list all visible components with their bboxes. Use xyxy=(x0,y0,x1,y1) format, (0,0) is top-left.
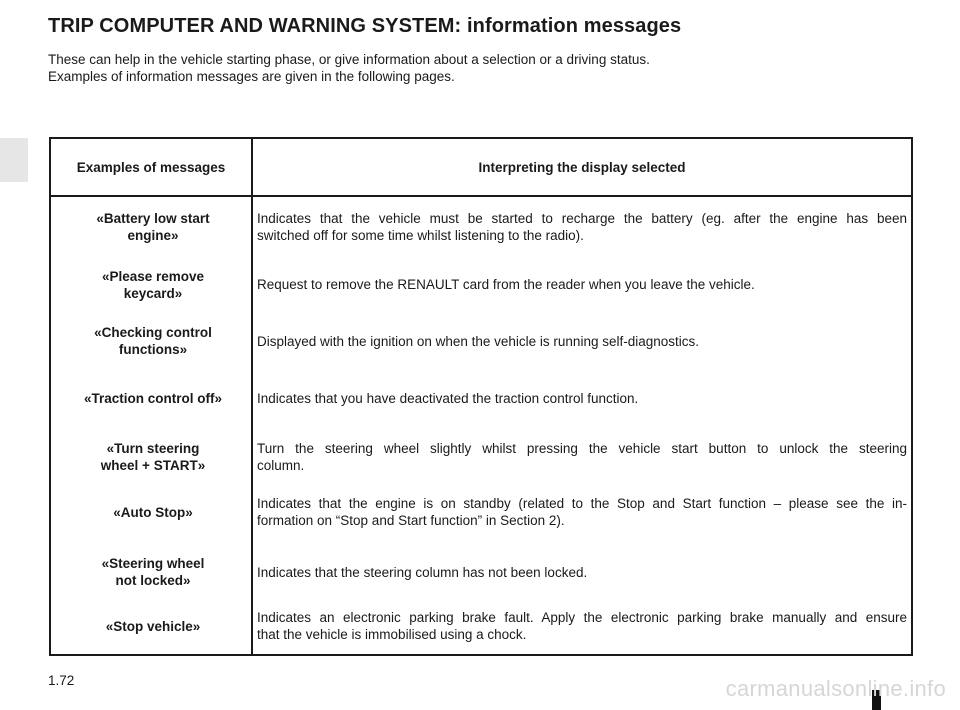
description-line: Displayed with the ignition on when the vehicle is running self-diagnostics. xyxy=(257,334,699,349)
description-cell xyxy=(257,333,907,350)
watermark-text: carmanualsonline.info xyxy=(725,676,946,701)
message-line: «Battery low start xyxy=(96,211,210,226)
message-cell xyxy=(59,324,247,358)
intro-text xyxy=(48,51,650,85)
column-header-interpretation: Interpreting the display selected xyxy=(478,159,686,175)
message-line: «Checking control xyxy=(94,325,212,340)
description-line: Indicates that the engine is on standby (related to the Stop and Start function – please see the in- xyxy=(257,496,907,511)
description-cell xyxy=(257,210,907,244)
description-line: Indicates that the vehicle must be started to recharge the battery (eg. after the engine has been xyxy=(257,211,907,226)
table-header xyxy=(51,139,911,197)
message-line: «Steering wheel xyxy=(101,556,205,571)
description-line: formation on “Stop and Start function” in Section 2). xyxy=(257,513,565,528)
description-cell xyxy=(257,276,907,293)
description-line: Turn the steering wheel slightly whilst pressing the vehicle start button to unlock the steering xyxy=(257,441,907,456)
message-cell xyxy=(59,210,247,244)
message-line: «Traction control off» xyxy=(83,391,222,406)
message-cell xyxy=(59,440,247,474)
message-line: «Auto Stop» xyxy=(113,505,193,520)
description-line: Request to remove the RENAULT card from the reader when you leave the vehicle. xyxy=(257,277,755,292)
description-cell xyxy=(257,495,907,529)
page-number: 1.72 xyxy=(48,673,75,688)
column-divider xyxy=(251,139,253,654)
message-line: wheel + START» xyxy=(100,458,206,473)
message-line: «Stop vehicle» xyxy=(105,619,201,634)
description-cell xyxy=(257,440,907,474)
description-cell xyxy=(257,609,907,643)
message-cell xyxy=(59,390,247,407)
message-line: «Turn steering xyxy=(106,441,200,456)
description-line: column. xyxy=(257,458,305,473)
message-cell xyxy=(59,504,247,521)
description-line: Indicates that you have deactivated the traction control function. xyxy=(257,391,639,406)
description-line: Indicates that the steering column has not been locked. xyxy=(257,565,588,580)
section-tab-marker xyxy=(0,138,28,182)
messages-table xyxy=(49,137,913,656)
message-line: not locked» xyxy=(115,573,191,588)
message-line: engine» xyxy=(127,228,179,243)
column-header-messages: Examples of messages xyxy=(76,159,226,175)
page-title: TRIP COMPUTER AND WARNING SYSTEM: information messages xyxy=(48,15,682,37)
message-line: «Please remove xyxy=(101,269,205,284)
message-cell xyxy=(59,268,247,302)
message-line: functions» xyxy=(118,342,188,357)
description-line: Indicates an electronic parking brake fault. Apply the electronic parking brake manually and ensure xyxy=(257,610,907,625)
description-cell xyxy=(257,390,907,407)
description-line: that the vehicle is immobilised using a chock. xyxy=(257,627,527,642)
message-cell xyxy=(59,555,247,589)
intro-line: Examples of information messages are given in the following pages. xyxy=(48,69,455,84)
intro-line: These can help in the vehicle starting phase, or give information about a selection or a driving status. xyxy=(48,52,650,67)
description-cell xyxy=(257,564,907,581)
message-line: keycard» xyxy=(123,286,183,301)
description-line: switched off for some time whilst listening to the radio). xyxy=(257,228,584,243)
message-cell xyxy=(59,618,247,635)
